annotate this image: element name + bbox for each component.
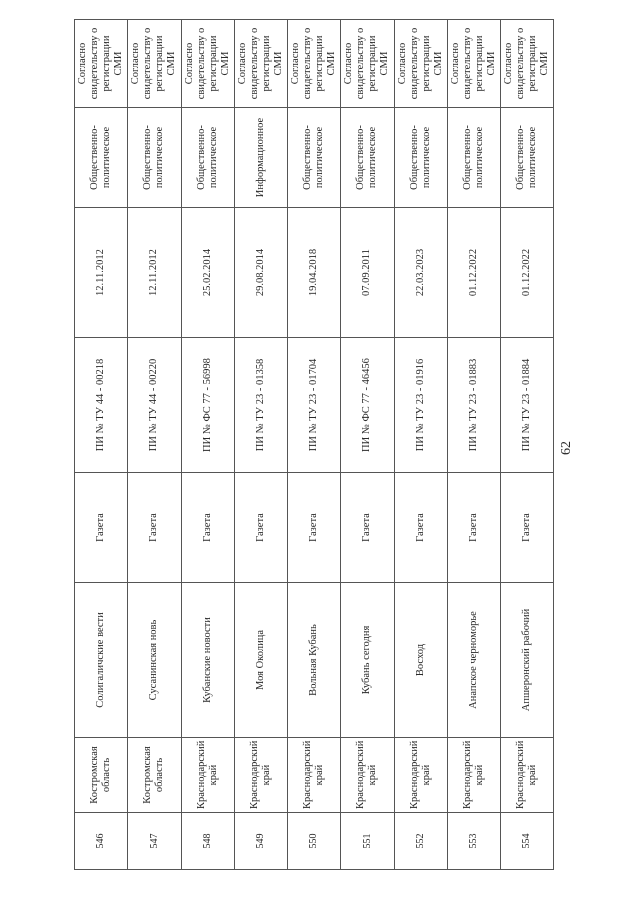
row-number: 549 bbox=[234, 813, 287, 870]
table-row bbox=[501, 20, 554, 870]
registration-number-cell: ПИ № ФС 77 - 46456 bbox=[341, 338, 394, 473]
table-row bbox=[234, 20, 287, 870]
registration-number-cell: ПИ № ФС 77 - 56998 bbox=[181, 338, 234, 473]
media-type-cell: Газета bbox=[234, 473, 287, 583]
table-row bbox=[394, 20, 447, 870]
table-row bbox=[181, 20, 234, 870]
basis-cell: Согласно свидетельству о регистрации СМИ bbox=[181, 20, 234, 108]
region-cell: Краснодарский край bbox=[394, 738, 447, 813]
registration-date-cell: 22.03.2023 bbox=[394, 208, 447, 338]
row-number: 548 bbox=[181, 813, 234, 870]
media-type-cell: Газета bbox=[288, 473, 341, 583]
media-type-cell: Газета bbox=[75, 473, 128, 583]
media-name-cell: Моя Околица bbox=[234, 583, 287, 738]
region-cell: Костромская область bbox=[75, 738, 128, 813]
table-row bbox=[288, 20, 341, 870]
registration-date-cell: 29.08.2014 bbox=[234, 208, 287, 338]
registration-number-cell: ПИ № ТУ 23 - 01884 bbox=[501, 338, 554, 473]
media-name-cell: Солигаличские вести bbox=[75, 583, 128, 738]
registration-number-cell: ПИ № ТУ 23 - 01704 bbox=[288, 338, 341, 473]
topic-cell: Общественно-политическое bbox=[75, 108, 128, 208]
media-name-cell: Анапское черноморье bbox=[447, 583, 500, 738]
region-cell: Краснодарский край bbox=[447, 738, 500, 813]
basis-cell: Согласно свидетельству о регистрации СМИ bbox=[234, 20, 287, 108]
media-type-cell: Газета bbox=[181, 473, 234, 583]
registration-date-cell: 12.11.2012 bbox=[75, 208, 128, 338]
row-number: 552 bbox=[394, 813, 447, 870]
row-number: 550 bbox=[288, 813, 341, 870]
registration-number-cell: ПИ № ТУ 23 - 01916 bbox=[394, 338, 447, 473]
registration-date-cell: 25.02.2014 bbox=[181, 208, 234, 338]
registration-date-cell: 07.09.2011 bbox=[341, 208, 394, 338]
basis-cell: Согласно свидетельству о регистрации СМИ bbox=[128, 20, 181, 108]
region-cell: Краснодарский край bbox=[288, 738, 341, 813]
registration-number-cell: ПИ № ТУ 44 - 00220 bbox=[128, 338, 181, 473]
registration-date-cell: 12.11.2012 bbox=[128, 208, 181, 338]
region-cell: Краснодарский край bbox=[234, 738, 287, 813]
registration-date-cell: 19.04.2018 bbox=[288, 208, 341, 338]
basis-cell: Согласно свидетельству о регистрации СМИ bbox=[75, 20, 128, 108]
table-row bbox=[341, 20, 394, 870]
topic-cell: Общественно-политическое bbox=[341, 108, 394, 208]
row-number: 553 bbox=[447, 813, 500, 870]
media-name-cell: Вольная Кубань bbox=[288, 583, 341, 738]
media-type-cell: Газета bbox=[394, 473, 447, 583]
row-number: 551 bbox=[341, 813, 394, 870]
media-type-cell: Газета bbox=[501, 473, 554, 583]
row-number: 547 bbox=[128, 813, 181, 870]
table-row bbox=[75, 20, 128, 870]
basis-cell: Согласно свидетельству о регистрации СМИ bbox=[394, 20, 447, 108]
row-number: 554 bbox=[501, 813, 554, 870]
media-type-cell: Газета bbox=[128, 473, 181, 583]
table-wrapper bbox=[74, 20, 551, 870]
row-number: 546 bbox=[75, 813, 128, 870]
topic-cell: Общественно-политическое bbox=[394, 108, 447, 208]
topic-cell: Общественно-политическое bbox=[447, 108, 500, 208]
basis-cell: Согласно свидетельству о регистрации СМИ bbox=[501, 20, 554, 108]
region-cell: Краснодарский край bbox=[181, 738, 234, 813]
region-cell: Костромская область bbox=[128, 738, 181, 813]
media-type-cell: Газета bbox=[447, 473, 500, 583]
media-type-cell: Газета bbox=[341, 473, 394, 583]
table-row bbox=[128, 20, 181, 870]
table-row bbox=[447, 20, 500, 870]
media-name-cell: Кубанские новости bbox=[181, 583, 234, 738]
media-name-cell: Восход bbox=[394, 583, 447, 738]
topic-cell: Общественно-политическое bbox=[501, 108, 554, 208]
topic-cell: Общественно-политическое bbox=[128, 108, 181, 208]
topic-cell: Общественно-политическое bbox=[288, 108, 341, 208]
media-name-cell: Сусанинская новь bbox=[128, 583, 181, 738]
topic-cell: Общественно-политическое bbox=[181, 108, 234, 208]
registration-date-cell: 01.12.2022 bbox=[501, 208, 554, 338]
registration-date-cell: 01.12.2022 bbox=[447, 208, 500, 338]
region-cell: Краснодарский край bbox=[501, 738, 554, 813]
topic-cell: Информационное bbox=[234, 108, 287, 208]
basis-cell: Согласно свидетельству о регистрации СМИ bbox=[447, 20, 500, 108]
registration-number-cell: ПИ № ТУ 44 - 00218 bbox=[75, 338, 128, 473]
registration-number-cell: ПИ № ТУ 23 - 01883 bbox=[447, 338, 500, 473]
basis-cell: Согласно свидетельству о регистрации СМИ bbox=[288, 20, 341, 108]
media-name-cell: Кубань сегодня bbox=[341, 583, 394, 738]
basis-cell: Согласно свидетельству о регистрации СМИ bbox=[341, 20, 394, 108]
media-registry-table bbox=[74, 19, 554, 870]
page-number: 62 bbox=[559, 441, 574, 455]
region-cell: Краснодарский край bbox=[341, 738, 394, 813]
registration-number-cell: ПИ № ТУ 23 - 01358 bbox=[234, 338, 287, 473]
media-name-cell: Апшеронский рабочий bbox=[501, 583, 554, 738]
